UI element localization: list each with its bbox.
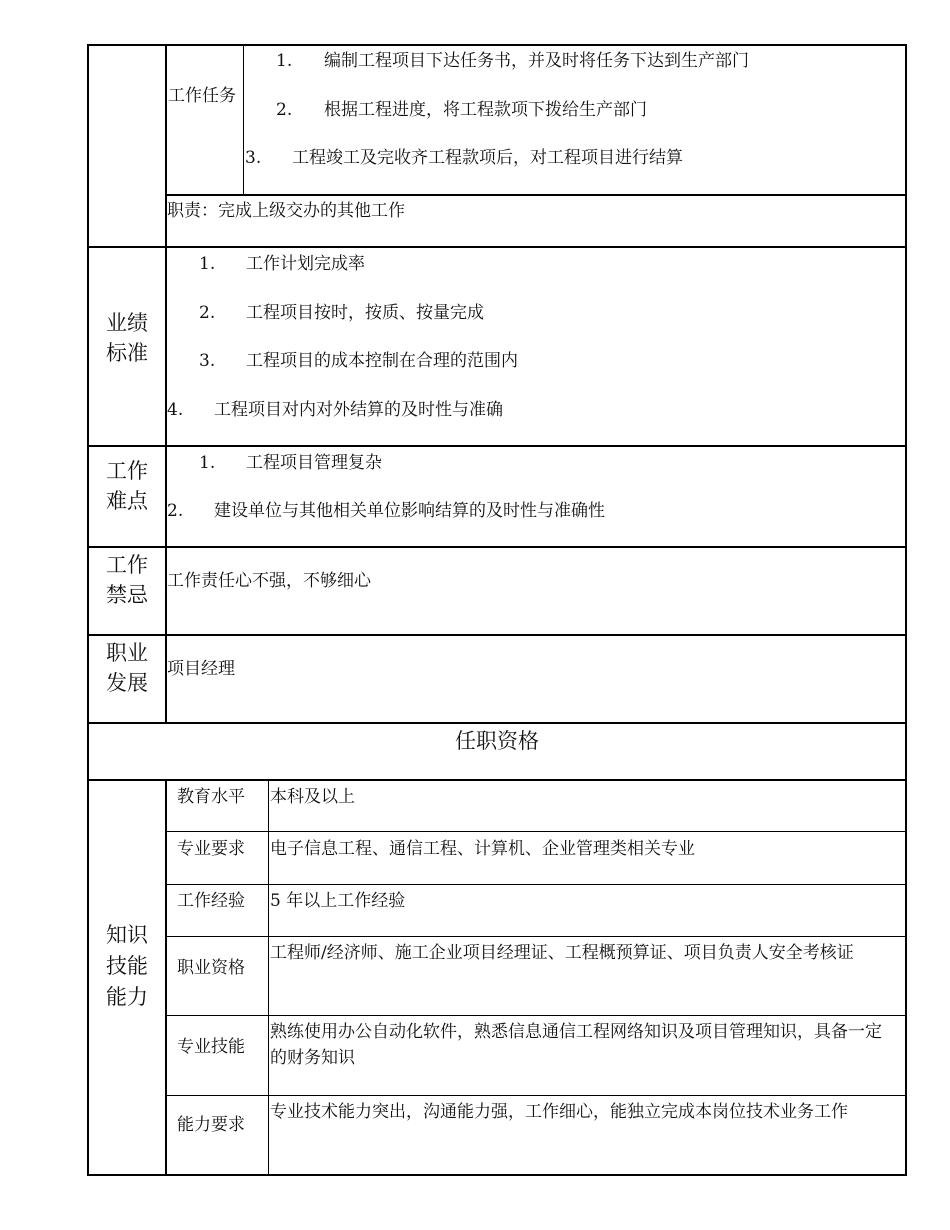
taboo-label: 工作禁忌: [106, 553, 148, 607]
performance-text: 工程项目对内对外结算的及时性与准确: [214, 400, 503, 420]
performance-number: 1.: [199, 254, 216, 274]
performance-number: 3.: [199, 351, 216, 371]
qual-row-line: [165, 1095, 907, 1096]
difficulty-number: 1.: [199, 453, 216, 473]
task-number: 3.: [245, 148, 262, 168]
difficulty-number: 2.: [167, 501, 184, 521]
qual-row-value: 专业技术能力突出，沟通能力强，工作细心，能独立完成本岗位技术业务工作: [270, 1102, 848, 1122]
qual-label-divider: [165, 779, 167, 1176]
career-text: 项目经理: [167, 659, 235, 679]
qual-row-label: 专业要求: [177, 839, 245, 859]
performance-text: 工作计划完成率: [246, 254, 365, 274]
task-text: 根据工程进度，将工程款项下拨给生产部门: [324, 100, 647, 120]
task-number: 2.: [276, 100, 293, 120]
row-line: [87, 546, 907, 548]
difficulty-text: 工程项目管理复杂: [246, 453, 382, 473]
table-border-right: [905, 44, 907, 1176]
qual-row-label: 教育水平: [177, 787, 245, 807]
row-line: [165, 194, 907, 196]
task-number: 1.: [276, 51, 293, 71]
row-line: [87, 634, 907, 636]
performance-text: 工程项目的成本控制在合理的范围内: [246, 351, 518, 371]
qual-row-line: [165, 1015, 907, 1016]
row-line: [87, 779, 907, 781]
qual-row-line: [165, 831, 907, 832]
qual-row-label: 专业技能: [177, 1037, 245, 1057]
qual-row-value: 本科及以上: [270, 787, 355, 807]
table-border-left: [87, 44, 89, 1176]
qual-row-label: 能力要求: [177, 1115, 245, 1135]
qual-row-value: 5 年以上工作经验: [270, 891, 406, 911]
row-line: [87, 722, 907, 724]
label-column-divider: [165, 44, 167, 724]
row-line: [87, 445, 907, 447]
qual-row-line: [165, 884, 907, 885]
career-label: 职业发展: [106, 641, 148, 695]
table-border-bottom: [87, 1174, 907, 1176]
difficulty-text: 建设单位与其他相关单位影响结算的及时性与准确性: [214, 501, 605, 521]
qual-value-divider: [268, 779, 269, 1176]
qual-row-value: 熟练使用办公自动化软件，熟悉信息通信工程网络知识及项目管理知识，具备一定的财务知识: [270, 1022, 882, 1068]
duty-sublabel-divider: [243, 44, 244, 195]
performance-number: 2.: [199, 303, 216, 323]
duty-sub-label: 工作任务: [168, 86, 236, 106]
qualification-group-label: 知识技能能力: [106, 923, 148, 1009]
difficulty-label: 工作难点: [106, 459, 148, 513]
qual-row-line: [165, 936, 907, 937]
qual-row-value: 工程师/经济师、施工企业项目经理证、工程概预算证、项目负责人安全考核证: [270, 943, 854, 963]
task-text: 编制工程项目下达任务书，并及时将任务下达到生产部门: [324, 51, 749, 71]
qual-row-value: 电子信息工程、通信工程、计算机、企业管理类相关专业: [270, 839, 695, 859]
table-border-top: [87, 44, 907, 46]
taboo-text: 工作责任心不强，不够细心: [167, 571, 371, 591]
qual-row-label: 职业资格: [177, 958, 245, 978]
performance-number: 4.: [167, 400, 184, 420]
other-duty-text: 职责：完成上级交办的其他工作: [167, 201, 405, 221]
task-text: 工程竣工及完收齐工程款项后，对工程项目进行结算: [292, 148, 683, 168]
performance-label: 业绩标准: [106, 311, 148, 365]
row-line: [87, 246, 907, 248]
qualification-title: 任职资格: [455, 729, 539, 753]
performance-text: 工程项目按时，按质、按量完成: [246, 303, 484, 323]
qual-row-label: 工作经验: [177, 891, 245, 911]
